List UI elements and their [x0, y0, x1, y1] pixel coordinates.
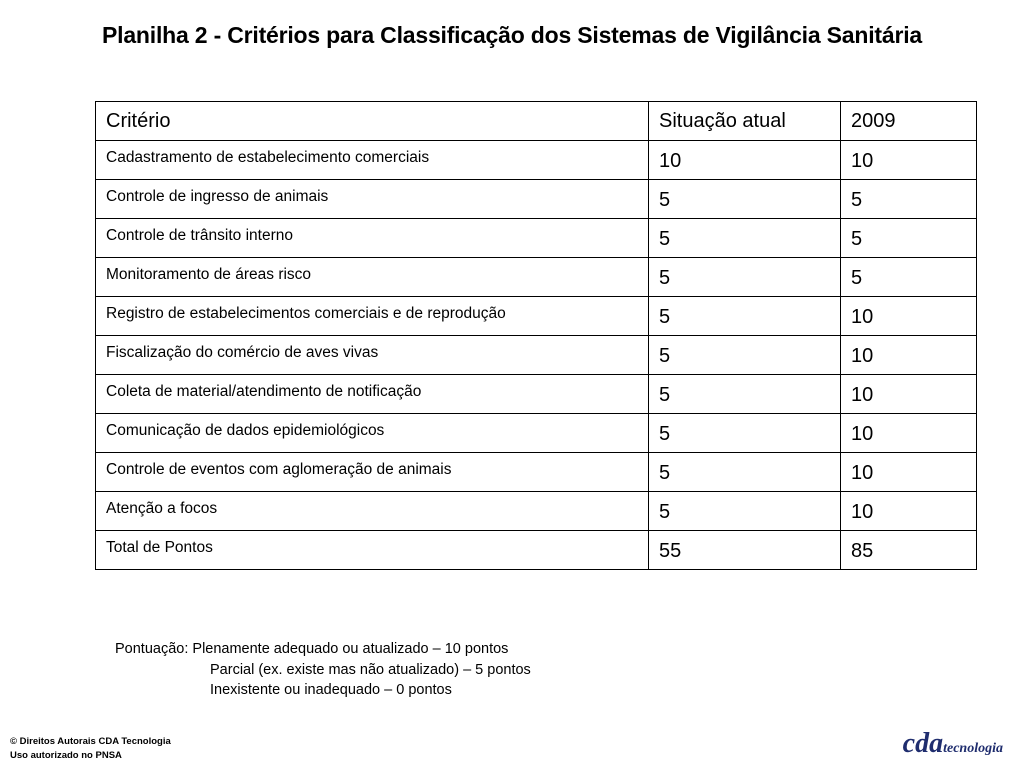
table-row — [96, 297, 977, 336]
criterio-cell: Registro de estabelecimentos comerciais e de reprodução — [96, 297, 649, 336]
situacao-atual-cell: 5 — [649, 219, 841, 258]
table-row — [96, 453, 977, 492]
table-row — [96, 336, 977, 375]
criterio-cell: Atenção a focos — [96, 492, 649, 531]
score-2009-cell: 10 — [841, 297, 977, 336]
situacao-atual-cell: 5 — [649, 258, 841, 297]
situacao-atual-cell: 5 — [649, 297, 841, 336]
situacao-atual-cell: 10 — [649, 141, 841, 180]
score-2009-cell: 10 — [841, 141, 977, 180]
criterio-cell: Coleta de material/atendimento de notificação — [96, 375, 649, 414]
situacao-atual-cell: 5 — [649, 453, 841, 492]
score-2009-cell: 5 — [841, 219, 977, 258]
table-row — [96, 180, 977, 219]
logo-main-text: cda — [902, 728, 944, 759]
table-row — [96, 141, 977, 180]
column-header-criterio: Critério — [96, 102, 649, 141]
score-2009-cell: 10 — [841, 453, 977, 492]
legend-line: Parcial (ex. existe mas não atualizado) – 5 pontos — [210, 661, 531, 678]
criteria-table-body — [96, 102, 977, 570]
column-header-situacao-atual: Situação atual — [649, 102, 841, 141]
score-2009-cell: 10 — [841, 414, 977, 453]
score-2009-cell: 5 — [841, 180, 977, 219]
copyright-line: © Direitos Autorais CDA Tecnologia — [10, 736, 171, 747]
logo-sub-text: tecnologia — [943, 741, 1003, 756]
table-header-row — [96, 102, 977, 141]
score-2009-cell: 10 — [841, 336, 977, 375]
situacao-atual-cell: 5 — [649, 375, 841, 414]
score-2009-cell: 10 — [841, 375, 977, 414]
page-title: Planilha 2 - Critérios para Classificação dos Sistemas de Vigilância Sanitária — [102, 22, 922, 48]
cda-logo — [903, 728, 1003, 760]
situacao-atual-cell: 5 — [649, 414, 841, 453]
criterio-cell: Fiscalização do comércio de aves vivas — [96, 336, 649, 375]
table-row — [96, 219, 977, 258]
criterio-cell: Comunicação de dados epidemiológicos — [96, 414, 649, 453]
usage-line: Uso autorizado no PNSA — [10, 750, 122, 761]
criterio-cell: Cadastramento de estabelecimento comerciais — [96, 141, 649, 180]
score-2009-cell: 10 — [841, 492, 977, 531]
criterio-cell: Controle de trânsito interno — [96, 219, 649, 258]
situacao-atual-cell: 5 — [649, 336, 841, 375]
scoring-legend — [115, 639, 531, 701]
table-row — [96, 258, 977, 297]
table-row — [96, 375, 977, 414]
criterio-cell: Total de Pontos — [96, 531, 649, 570]
criterio-cell: Monitoramento de áreas risco — [96, 258, 649, 297]
copyright-notice — [10, 735, 171, 763]
situacao-atual-cell: 5 — [649, 180, 841, 219]
table-row — [96, 492, 977, 531]
criterio-cell: Controle de eventos com aglomeração de animais — [96, 453, 649, 492]
situacao-atual-cell: 55 — [649, 531, 841, 570]
column-header-2009: 2009 — [841, 102, 977, 141]
table-row — [96, 531, 977, 570]
legend-line: Pontuação: Plenamente adequado ou atualizado – 10 pontos — [115, 641, 509, 657]
score-2009-cell: 85 — [841, 531, 977, 570]
table-row — [96, 414, 977, 453]
situacao-atual-cell: 5 — [649, 492, 841, 531]
score-2009-cell: 5 — [841, 258, 977, 297]
criterio-cell: Controle de ingresso de animais — [96, 180, 649, 219]
criteria-table — [95, 101, 977, 570]
legend-line: Inexistente ou inadequado – 0 pontos — [210, 682, 452, 698]
